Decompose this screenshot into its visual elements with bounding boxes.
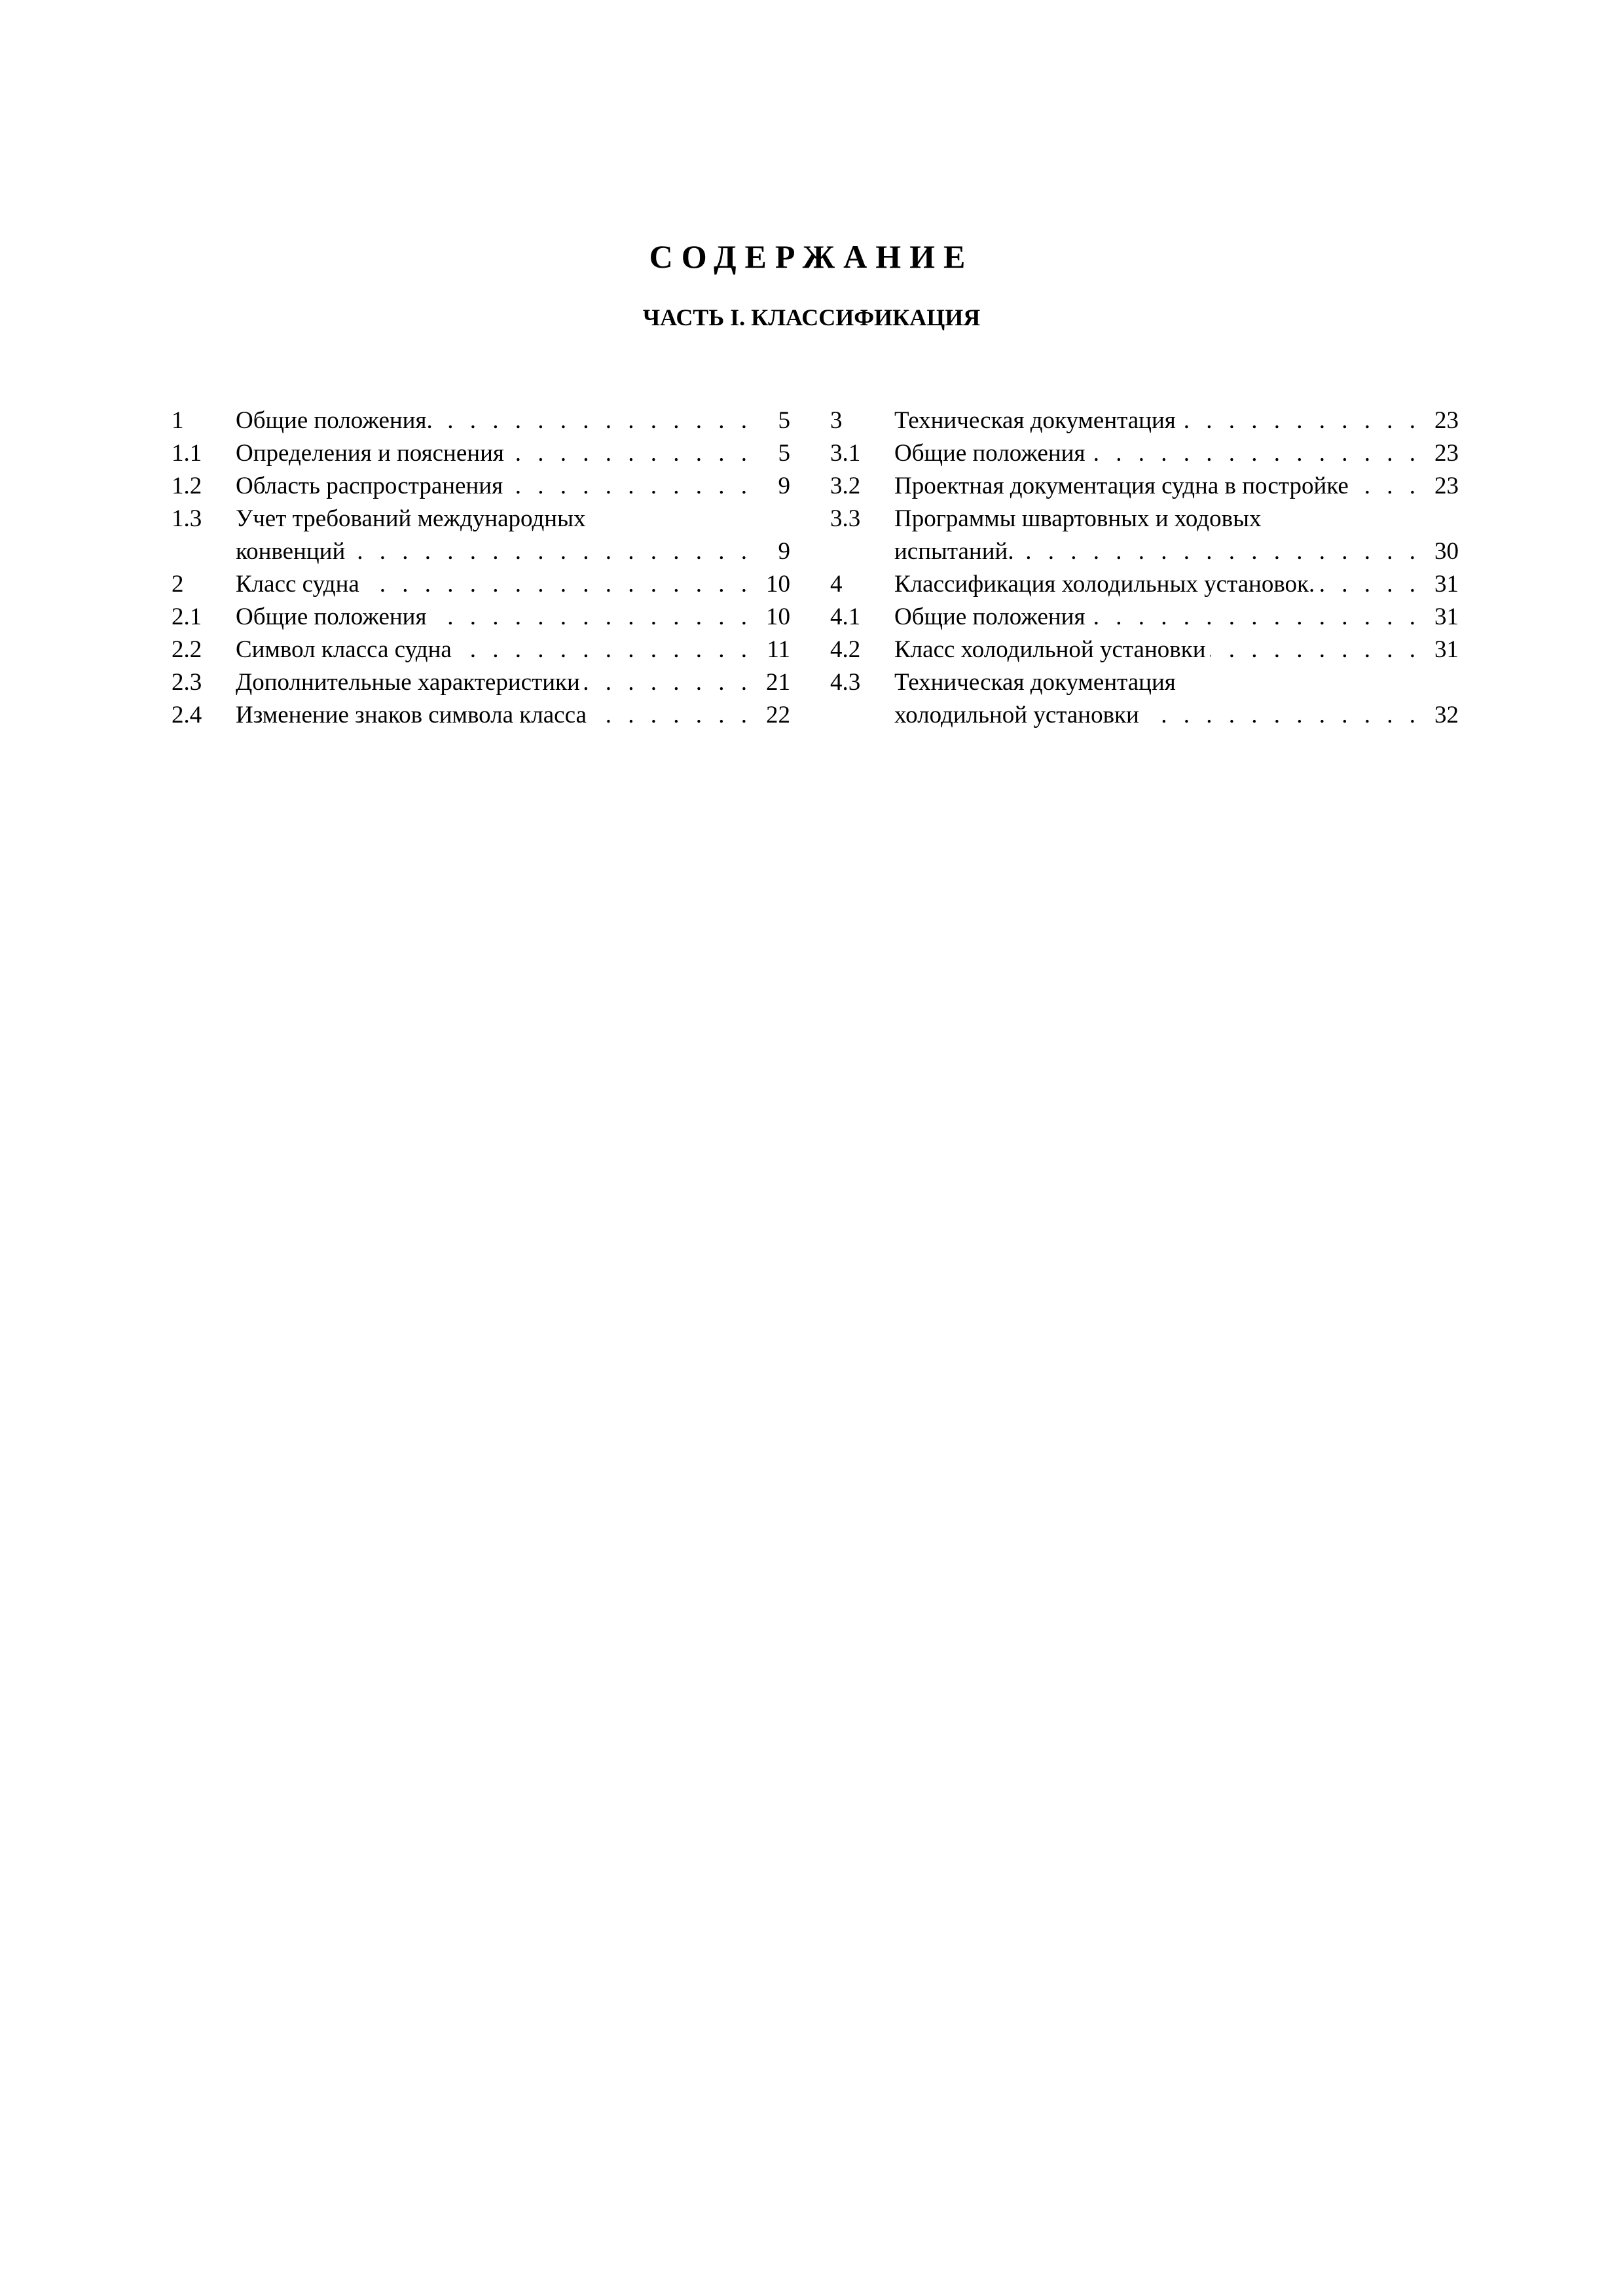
toc-entry-number: 2.4 [172,702,202,728]
dot-leader [507,470,752,503]
toc-entry[interactable] [830,634,1459,666]
toc-entry-title: Изменение знаков символа класса [236,702,587,728]
toc-entry[interactable] [830,503,1459,568]
toc-entry-number: 2.3 [172,669,202,696]
toc-entry-page: 31 [1434,636,1459,663]
dot-leader [456,634,752,666]
toc-entry-title: конвенций [236,538,346,565]
toc-entry-title: Общие положения [894,603,1085,630]
toc-entry-title: Проектная документация судна в постройке [894,473,1349,499]
toc-entry-number: 1.1 [172,440,202,467]
toc-entry-title: Символ класса судна [236,636,452,663]
toc-entry-page: 5 [778,440,790,467]
dot-leader [430,601,752,634]
dot-leader [349,535,752,568]
toc-entry-title: Программы швартовных и ходовых [894,505,1262,532]
dot-leader [1089,437,1421,470]
toc-entry-page: 9 [778,473,790,499]
toc-entry-page: 23 [1434,473,1459,499]
toc-entry-title: Область распространения [236,473,503,499]
toc-entry[interactable] [830,470,1459,503]
toc-entry-title: Дополнительные характеристики [236,669,580,696]
toc-entry-number: 4.1 [830,603,861,630]
toc-entry-number: 3.3 [830,505,861,532]
toc-entry-page: 10 [766,571,790,598]
toc-entry-page: 9 [778,538,790,565]
toc-entry-page: 5 [778,407,790,434]
toc-entry-page: 23 [1434,440,1459,467]
dot-leader [1143,699,1421,732]
toc-entry-number: 4.2 [830,636,861,663]
toc-entry[interactable] [172,666,790,699]
toc-entry-page: 32 [1434,702,1459,728]
toc-entry[interactable] [172,601,790,634]
toc-entry-title: Общие положения. [236,407,433,434]
toc-entry-title: Класс судна [236,571,359,598]
toc-column-right [830,404,1459,732]
toc-entry[interactable] [172,699,790,732]
toc-entry-number: 1.2 [172,473,202,499]
toc-entry[interactable] [172,404,790,437]
dot-leader [1353,470,1421,503]
toc-entry-page: 30 [1434,538,1459,565]
toc-entry[interactable] [172,437,790,470]
toc-entry[interactable] [172,634,790,666]
toc-entry[interactable] [172,470,790,503]
toc-entry[interactable] [830,666,1459,732]
toc-entry-title: Определения и пояснения [236,440,504,467]
toc-entry-number: 1.3 [172,505,202,532]
dot-leader [584,666,752,699]
toc-entry-page: 23 [1434,407,1459,434]
page-title: СОДЕРЖАНИЕ [649,238,974,275]
dot-leader [508,437,752,470]
toc-entry-number: 2.1 [172,603,202,630]
toc-entry-number: 2.2 [172,636,202,663]
toc-entry-number: 3.1 [830,440,861,467]
dot-leader [1018,535,1421,568]
toc-entry-number: 1 [172,407,184,434]
toc-entry-page: 21 [766,669,790,696]
toc-entry-title: Техническая документация [894,669,1176,696]
toc-entry-number: 3.2 [830,473,861,499]
toc-entry-title: холодильной установки [894,702,1139,728]
toc-entry-page: 31 [1434,571,1459,598]
toc-entry[interactable] [172,568,790,601]
dot-leader [1210,634,1421,666]
dot-leader [1180,404,1421,437]
toc-entry-title: Общие положения [236,603,427,630]
dot-leader [1089,601,1421,634]
toc-entry-title: Классификация холодильных установок. [894,571,1315,598]
toc-entry[interactable] [830,601,1459,634]
toc-entry-page: 10 [766,603,790,630]
toc-entry[interactable] [172,503,790,568]
toc-entry-number: 4.3 [830,669,861,696]
dot-leader [363,568,752,601]
toc-entry-page: 31 [1434,603,1459,630]
toc-entry[interactable] [830,568,1459,601]
dot-leader [437,404,752,437]
toc-entry-page: 11 [767,636,790,663]
toc-entry[interactable] [830,437,1459,470]
dot-leader [1319,568,1421,601]
toc-entry-title: Класс холодильной установки [894,636,1206,663]
toc-entry[interactable] [830,404,1459,437]
toc-entry-title: Общие положения [894,440,1085,467]
toc-entry-number: 2 [172,571,184,598]
part-title: ЧАСТЬ I. КЛАССИФИКАЦИЯ [642,304,981,331]
toc-entry-title: Техническая документация [894,407,1176,434]
toc-entry-title: Учет требований международных [236,505,586,532]
toc-entry-title: испытаний. [894,538,1014,565]
toc-entry-number: 4 [830,571,843,598]
toc-column-left [172,404,790,732]
dot-leader [591,699,752,732]
toc-entry-page: 22 [766,702,790,728]
toc-entry-number: 3 [830,407,843,434]
